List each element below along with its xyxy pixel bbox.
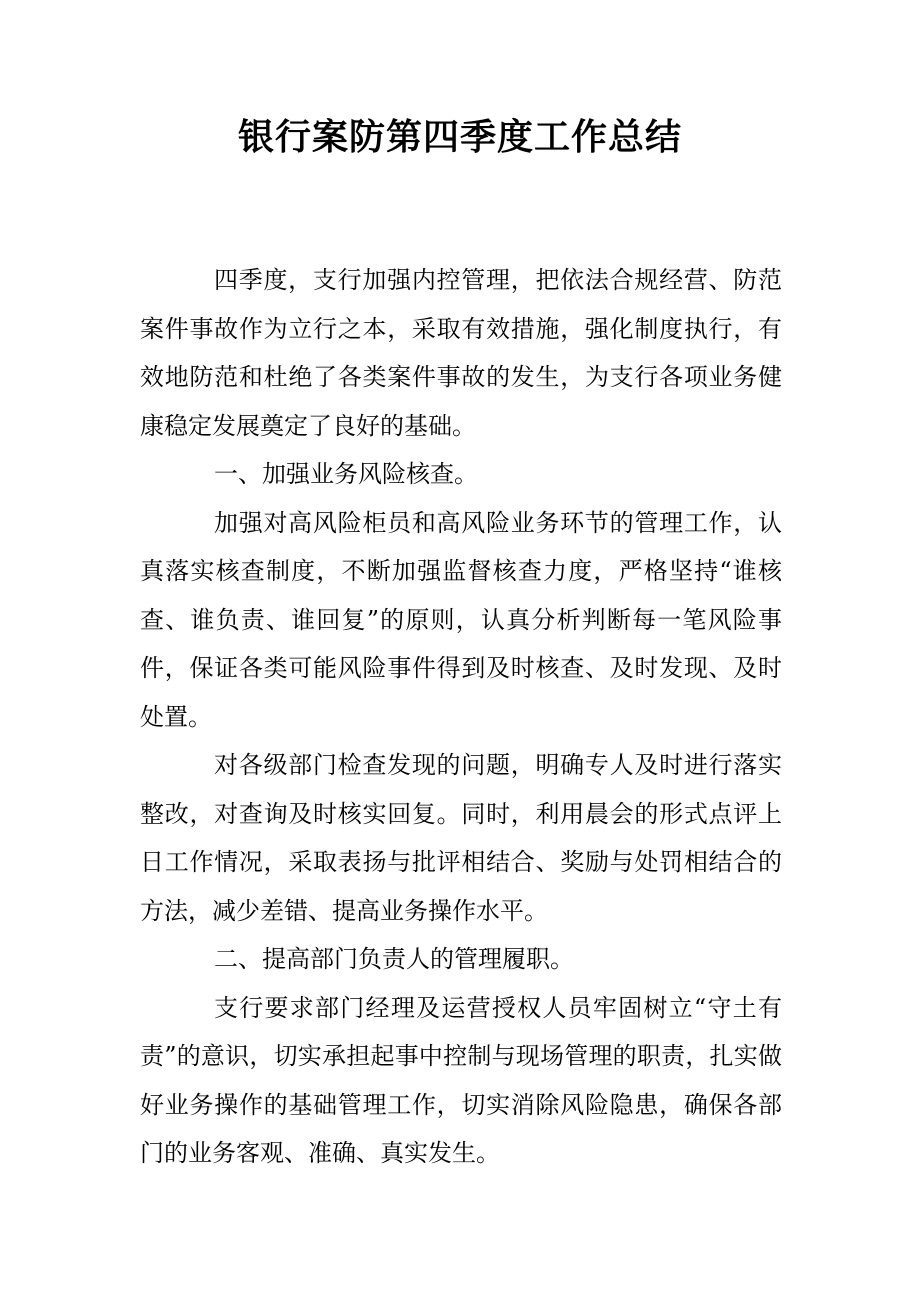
document-body bbox=[140, 256, 782, 1178]
paragraph-intro: 四季度，支行加强内控管理，把依法合规经营、防范案件事故作为立行之本，采取有效措施，强化制度执行，有效地防范和杜绝了各类案件事故的发生，为支行各项业务健康稳定发展奠定了良好的基础。 bbox=[140, 266, 782, 440]
section-heading-1: 一、加强业务风险核查。 bbox=[214, 460, 478, 488]
paragraph-risk-check: 加强对高风险柜员和高风险业务环节的管理工作，认真落实核查制度，不断加强监督核查力度，严格坚持“谁核查、谁负责、谁回复”的原则，认真分析判断每一笔风险事件，保证各类可能风险事件得到及时核查、及时发现、及时处置。 bbox=[140, 508, 782, 731]
document-title: 银行案防第四季度工作总结 bbox=[237, 117, 682, 158]
paragraph-rectification: 对各级部门检查发现的问题，明确专人及时进行落实整改，对查询及时核实回复。同时，利用晨会的形式点评上日工作情况，采取表扬与批评相结合、奖励与处罚相结合的方法，减少差错、提高业务操作水平。 bbox=[140, 751, 782, 925]
section-heading-2: 二、提高部门负责人的管理履职。 bbox=[214, 945, 574, 973]
paragraph-manager-duty: 支行要求部门经理及运营授权人员牢固树立“守土有责”的意识，切实承担起事中控制与现场管理的职责，扎实做好业务操作的基础管理工作，切实消除风险隐患，确保各部门的业务客观、准确、真实发生。 bbox=[140, 993, 782, 1167]
